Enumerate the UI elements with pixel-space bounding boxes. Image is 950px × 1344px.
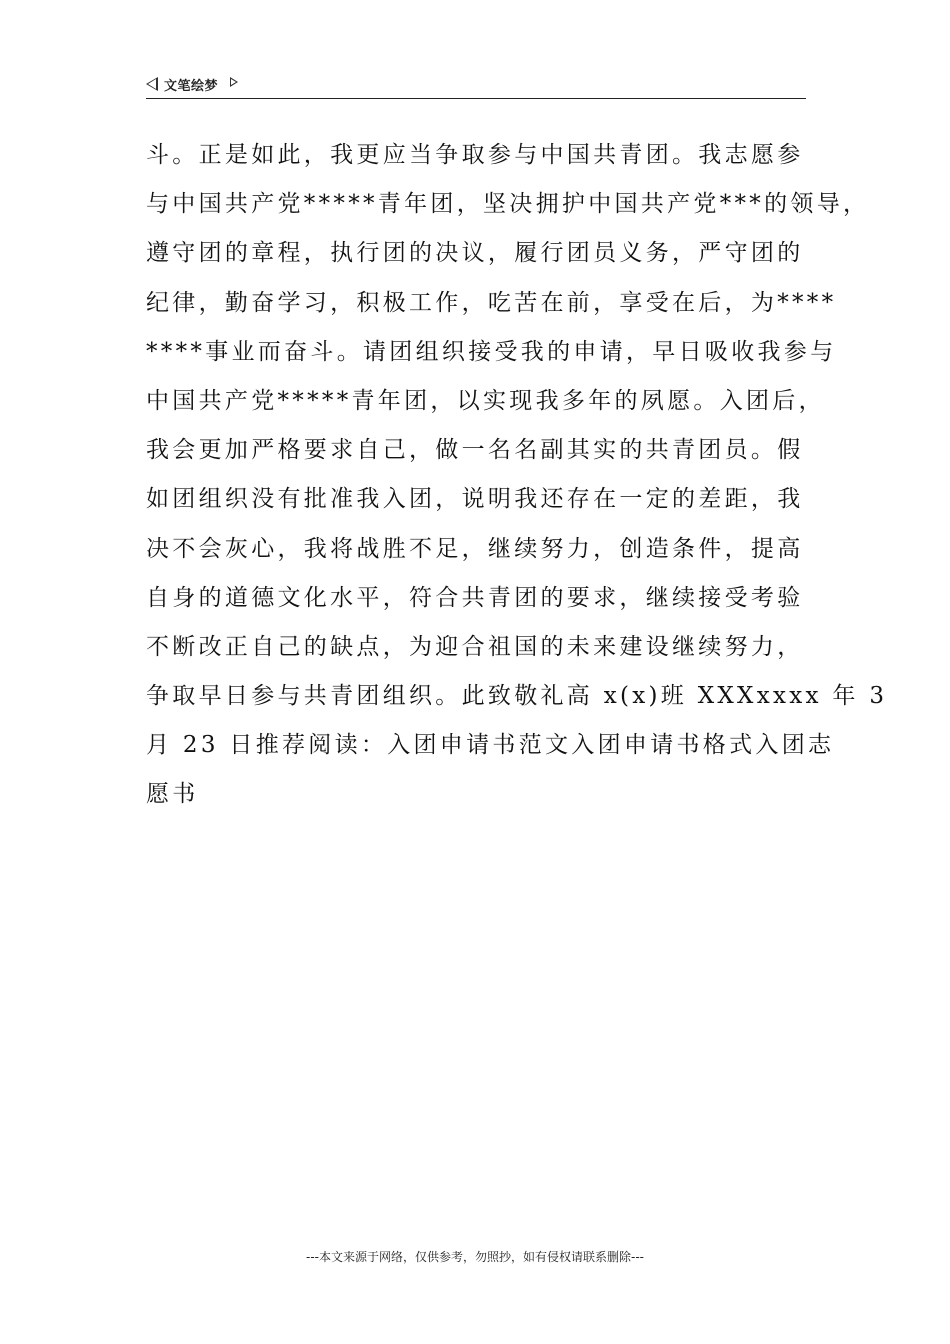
body-line: 月 23 日推荐阅读：入团申请书范文入团申请书格式入团志 xyxy=(146,732,835,759)
page-header xyxy=(146,74,806,99)
body-line: ****事业而奋斗。请团组织接受我的申请，早日吸收我参与 xyxy=(146,338,837,365)
body-line: 决不会灰心，我将战胜不足，继续努力，创造条件，提高 xyxy=(146,535,804,562)
body-line: 愿书 xyxy=(146,781,199,808)
body-line: 斗。正是如此，我更应当争取参与中国共青团。我志愿参 xyxy=(146,142,804,168)
document-body xyxy=(146,131,888,820)
triangle-left-icon xyxy=(146,77,158,91)
body-line: 我会更加严格要求自己，做一名名副其实的共青团员。假 xyxy=(146,437,804,464)
body-line: 遵守团的章程，执行团的决议，履行团员义务，严守团的 xyxy=(146,240,804,267)
body-line: 自身的道德文化水平，符合共青团的要求，继续接受考验 xyxy=(146,584,804,611)
body-line: 与中国共产党*****青年团，坚决拥护中国共产党***的领导， xyxy=(146,191,870,218)
body-line: 纪律，勤奋学习，积极工作，吃苦在前，享受在后，为**** xyxy=(146,289,837,316)
body-line: 如团组织没有批准我入团，说明我还存在一定的差距，我 xyxy=(146,486,804,513)
triangle-right-icon xyxy=(230,77,238,87)
header-brand: 文笔绘梦 xyxy=(164,78,219,94)
body-line: 不断改正自己的缺点，为迎合祖国的未来建设继续努力， xyxy=(146,633,804,660)
body-line: 争取早日参与共青团组织。此致敬礼高 x(x)班 XXXxxxx 年 3 xyxy=(146,683,888,710)
footer-notice: ---本文来源于网络，仅供参考，勿照抄，如有侵权请联系删除--- xyxy=(306,1250,644,1264)
body-line: 中国共产党*****青年团，以实现我多年的夙愿。入团后， xyxy=(146,387,825,414)
header-row xyxy=(146,74,806,94)
